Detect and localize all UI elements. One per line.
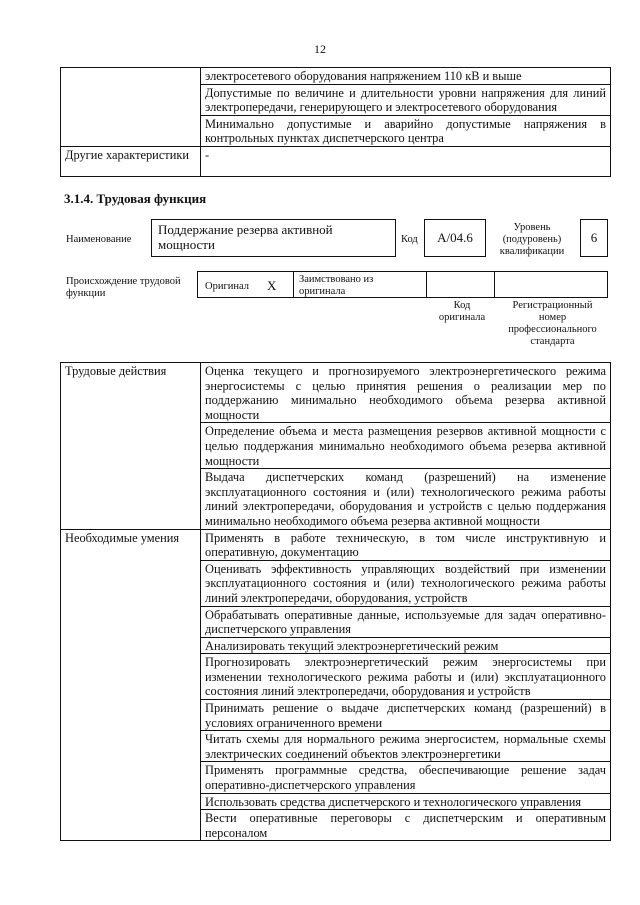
skill-item: Применять программные средства, обеспечивающие решение задач оперативно-диспетчерского управления — [201, 762, 611, 793]
level-label: Уровень (подуровень) квалификации — [499, 222, 565, 257]
characteristic-cell: электросетевого оборудования напряжением 110 кВ и выше — [201, 68, 611, 85]
name-label: Наименование — [66, 234, 132, 245]
origin-label: Происхождение трудовой функции — [66, 276, 181, 299]
skill-item: Обрабатывать оперативные данные, используемые для задач оперативно-диспетчерского управления — [201, 606, 611, 637]
original-mark: X — [267, 278, 277, 293]
code-original-caption: Код оригинала — [438, 300, 486, 323]
skill-item: Применять в работе техническую, в том числе инструктивную и оперативную, документацию — [201, 529, 611, 560]
characteristic-cell: Минимально допустимые и аварийно допустимые напряжения в контрольных пунктах диспетчерского центра — [201, 115, 611, 146]
table-row — [61, 363, 611, 423]
required-skills-label: Необходимые умения — [61, 529, 201, 841]
skill-item: Прогнозировать электроэнергетический режим энергосистемы при изменении технологического режима работы и (или) эксплуатационного состояния линий электропередачи, оборудования и устройств — [201, 654, 611, 700]
table-row — [61, 68, 611, 85]
characteristic-cell: Допустимые по величине и длительности уровни напряжения для линий электропередачи, генерирующего и электросетевого оборудования — [201, 84, 611, 115]
labor-action-item: Выдача диспетчерских команд (разрешений) на изменение эксплуатационного состояния и (или) технологического режима работы линий электропередачи, оборудования и устройств с целью поддержания минимально необходимого объема резерва активной мощности — [201, 469, 611, 529]
section-title: 3.1.4. Трудовая функция — [64, 191, 207, 206]
table-row — [61, 529, 611, 560]
skill-item: Оценивать эффективность управляющих воздействий при изменении эксплуатационного состояния и (или) технологического режима работы линий электропередачи, оборудования, устройств — [201, 560, 611, 606]
function-code: A/04.6 — [437, 230, 473, 245]
code-label: Код — [401, 234, 418, 245]
labor-function-table — [60, 362, 611, 841]
characteristics-table — [60, 67, 611, 177]
labor-action-item: Определение объема и места размещения резервов активной мощности с целью поддержания минимально необходимого объема резерва активной мощности — [201, 423, 611, 469]
skill-item: Вести оперативные переговоры с диспетчерским и оперативным персоналом — [201, 810, 611, 841]
table-row — [61, 146, 611, 176]
borrowed-label: Заимствовано из оригинала — [299, 274, 374, 297]
skill-item: Анализировать текущий электроэнергетический режим — [201, 637, 611, 654]
labor-actions-label: Трудовые действия — [61, 363, 201, 530]
other-characteristics-label: Другие характеристики — [61, 146, 201, 176]
skill-item: Использовать средства диспетчерского и технологического управления — [201, 793, 611, 810]
labor-action-item: Оценка текущего и прогнозируемого электроэнергетического режима энергосистемы с целью принятия решения о реализации мер по поддержанию минимально необходимого объема резерва активной мощности — [201, 363, 611, 423]
other-characteristics-value: - — [201, 146, 611, 176]
table-cell-empty — [61, 68, 201, 147]
skill-item: Принимать решение о выдаче диспетчерских команд (разрешений) в условиях ограниченного времени — [201, 700, 611, 731]
original-label: Оригинал — [205, 281, 249, 292]
skill-item: Читать схемы для нормального режима энергосистем, нормальные схемы электрических соединений объектов электроэнергетики — [201, 731, 611, 762]
qualification-level: 6 — [590, 230, 598, 245]
function-name: Поддержание резерва активной мощности — [158, 222, 333, 252]
registration-number-caption: Регистрационный номер профессионального стандарта — [508, 300, 597, 347]
page-number: 12 — [314, 42, 326, 56]
